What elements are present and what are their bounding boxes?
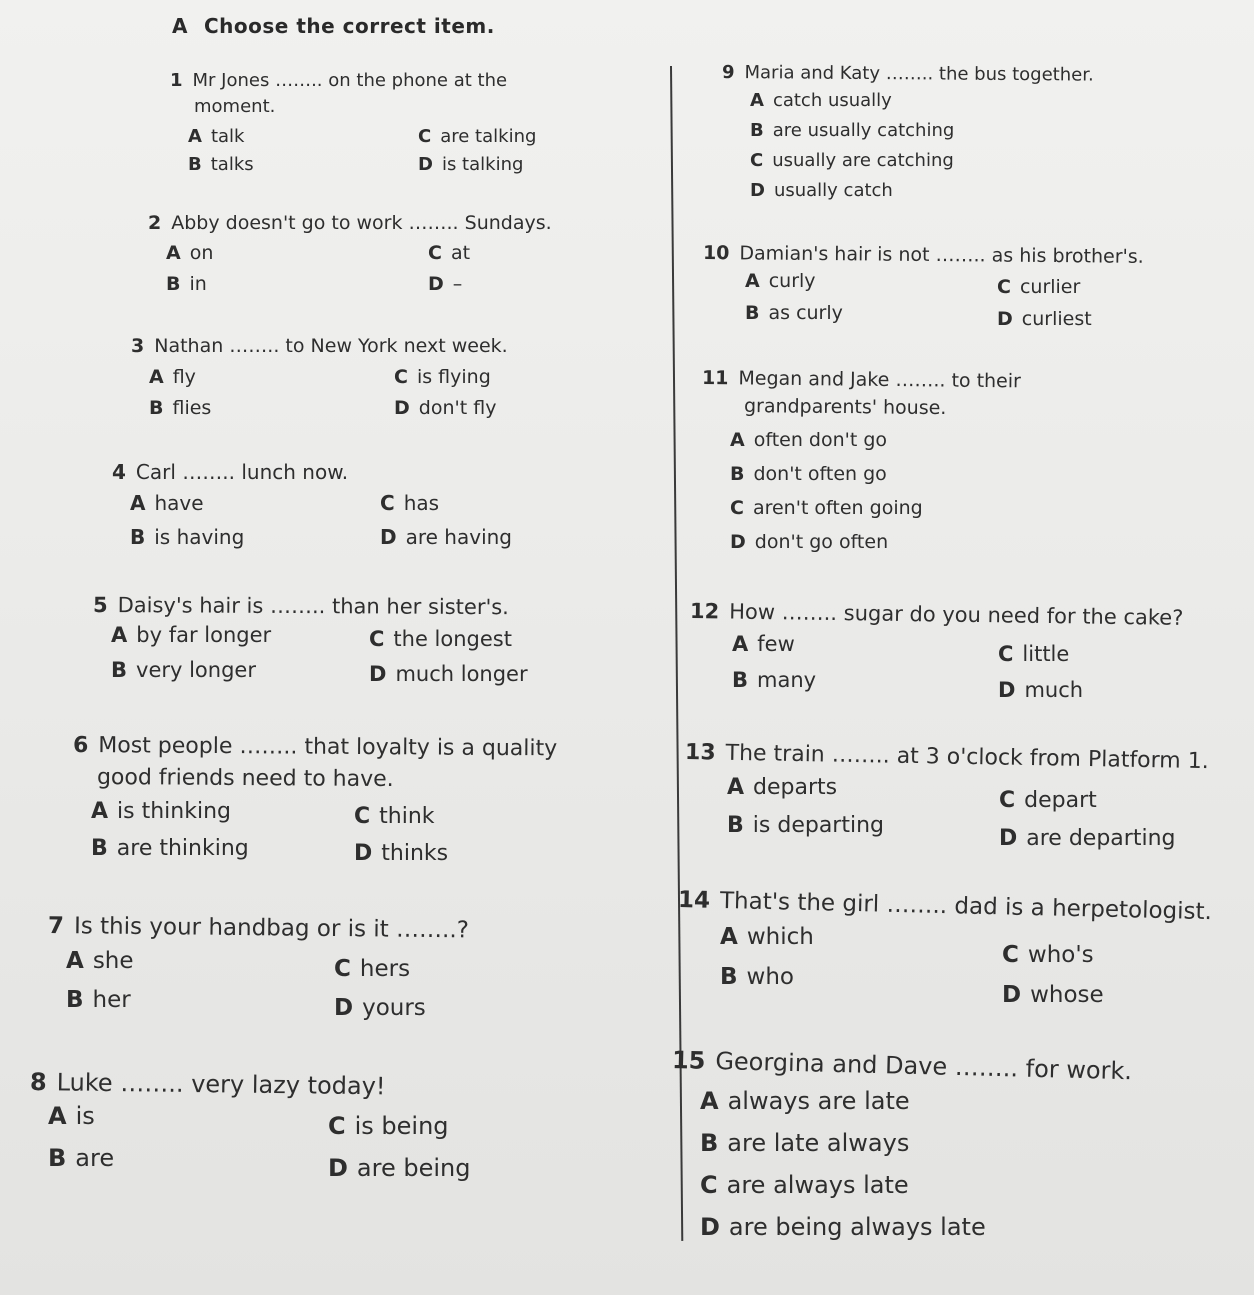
option-text: think bbox=[379, 804, 435, 829]
option-a[interactable] bbox=[730, 429, 887, 451]
question-text: Daisy's hair is …….. than her sister's. bbox=[117, 593, 509, 620]
option-letter: C bbox=[750, 150, 764, 171]
option-d[interactable] bbox=[380, 525, 512, 549]
option-text: who's bbox=[1027, 942, 1094, 968]
question-text: Damian's hair is not …….. as his brother's. bbox=[739, 242, 1144, 268]
option-b[interactable] bbox=[149, 397, 211, 419]
option-text: are late always bbox=[727, 1129, 910, 1157]
question-number: 10 bbox=[702, 242, 730, 265]
question-stem bbox=[93, 590, 509, 623]
option-letter: C bbox=[999, 788, 1016, 813]
option-letter: D bbox=[750, 180, 765, 201]
option-letter: D bbox=[369, 662, 387, 686]
option-c[interactable] bbox=[380, 491, 439, 515]
question-number: 4 bbox=[112, 460, 126, 484]
section-letter: A bbox=[172, 14, 188, 38]
option-text: are bbox=[75, 1144, 115, 1172]
option-text: by far longer bbox=[136, 623, 272, 647]
option-b[interactable] bbox=[732, 668, 816, 692]
option-text: at bbox=[450, 242, 471, 264]
question-stem bbox=[690, 596, 1184, 633]
option-text: often don't go bbox=[753, 429, 888, 451]
option-letter: B bbox=[48, 1144, 67, 1172]
option-letter: A bbox=[727, 775, 745, 800]
question-14 bbox=[677, 884, 1213, 1008]
question-text: How …….. sugar do you need for the cake? bbox=[729, 599, 1184, 630]
option-text: flies bbox=[172, 397, 212, 419]
option-d[interactable] bbox=[428, 273, 462, 295]
option-letter: D bbox=[998, 678, 1016, 702]
option-letter: A bbox=[130, 491, 146, 515]
option-a[interactable] bbox=[48, 1102, 95, 1130]
option-letter: B bbox=[130, 525, 146, 549]
option-text: are thinking bbox=[116, 836, 249, 861]
option-letter: C bbox=[380, 491, 395, 515]
option-text: has bbox=[403, 491, 440, 515]
option-text: catch usually bbox=[772, 90, 892, 111]
option-text: little bbox=[1022, 642, 1070, 666]
option-a[interactable] bbox=[188, 126, 244, 147]
option-text: is flying bbox=[416, 366, 491, 388]
option-text: are departing bbox=[1026, 826, 1176, 851]
option-a[interactable] bbox=[720, 924, 814, 950]
option-letter: C bbox=[1002, 942, 1019, 968]
question-number: 7 bbox=[47, 913, 65, 940]
option-text: – bbox=[452, 273, 463, 295]
option-d[interactable] bbox=[700, 1213, 986, 1241]
option-text: which bbox=[746, 924, 814, 950]
question-stem bbox=[131, 333, 508, 361]
option-a[interactable] bbox=[111, 623, 271, 647]
option-b[interactable] bbox=[166, 273, 207, 295]
option-letter: B bbox=[700, 1129, 719, 1157]
option-letter: A bbox=[166, 242, 181, 264]
option-letter: C bbox=[700, 1171, 718, 1199]
question-stem bbox=[170, 68, 507, 94]
option-a[interactable] bbox=[130, 491, 204, 515]
question-number: 8 bbox=[29, 1068, 47, 1097]
question-text: Mr Jones …….. on the phone at the bbox=[192, 70, 508, 91]
question-13 bbox=[684, 737, 1209, 851]
option-text: fly bbox=[172, 366, 196, 388]
option-letter: B bbox=[66, 987, 84, 1013]
option-letter: B bbox=[111, 658, 128, 682]
option-text: usually are catching bbox=[772, 150, 954, 171]
question-4 bbox=[112, 458, 513, 549]
option-letter: D bbox=[354, 841, 373, 866]
option-letter: D bbox=[730, 531, 746, 553]
option-b[interactable] bbox=[745, 302, 843, 324]
option-d[interactable] bbox=[394, 397, 496, 419]
option-text: she bbox=[92, 948, 134, 974]
option-text: yours bbox=[362, 995, 426, 1021]
option-c[interactable] bbox=[730, 497, 923, 519]
question-text: Abby doesn't go to work …….. Sundays. bbox=[171, 212, 552, 234]
option-c[interactable] bbox=[700, 1171, 909, 1199]
option-letter: B bbox=[750, 120, 764, 141]
option-letter: D bbox=[328, 1154, 348, 1182]
option-letter: B bbox=[732, 668, 749, 692]
option-b[interactable] bbox=[130, 525, 244, 549]
question-12 bbox=[689, 596, 1184, 702]
question-stem bbox=[703, 240, 1144, 271]
option-letter: D bbox=[394, 397, 410, 419]
option-letter: D bbox=[334, 995, 354, 1021]
option-b[interactable] bbox=[730, 463, 887, 485]
option-letter: C bbox=[998, 642, 1014, 666]
option-d[interactable] bbox=[354, 841, 448, 866]
option-b[interactable] bbox=[727, 813, 884, 838]
option-b[interactable] bbox=[66, 987, 131, 1013]
option-letter: B bbox=[727, 813, 744, 838]
option-letter: D bbox=[700, 1213, 720, 1241]
question-number: 1 bbox=[170, 70, 183, 91]
option-letter: B bbox=[188, 154, 202, 175]
question-7 bbox=[47, 910, 470, 1021]
question-number: 15 bbox=[671, 1046, 706, 1075]
question-stem bbox=[722, 60, 1094, 89]
question-number: 13 bbox=[684, 740, 716, 766]
question-stem bbox=[148, 210, 552, 238]
question-1 bbox=[170, 68, 537, 175]
option-text: much bbox=[1024, 678, 1084, 702]
option-b[interactable] bbox=[720, 964, 794, 990]
option-letter: C bbox=[354, 804, 371, 829]
option-text: don't often go bbox=[753, 463, 887, 485]
option-d[interactable] bbox=[750, 180, 893, 201]
option-c[interactable] bbox=[998, 642, 1069, 666]
question-text: That's the girl …….. dad is a herpetologist. bbox=[719, 887, 1213, 926]
option-a[interactable] bbox=[149, 366, 196, 388]
option-letter: B bbox=[91, 836, 108, 861]
option-letter: C bbox=[328, 1112, 346, 1140]
option-text: are talking bbox=[440, 126, 537, 147]
question-text-continued: moment. bbox=[194, 96, 276, 118]
option-d[interactable] bbox=[328, 1154, 470, 1182]
option-c[interactable] bbox=[997, 276, 1080, 298]
option-b[interactable] bbox=[700, 1129, 909, 1157]
question-text: The train …….. at 3 o'clock from Platform 1. bbox=[725, 740, 1209, 775]
option-letter: A bbox=[700, 1087, 719, 1115]
option-letter: A bbox=[750, 90, 764, 111]
question-text: Luke …….. very lazy today! bbox=[56, 1068, 386, 1101]
option-letter: C bbox=[997, 276, 1011, 298]
question-stem bbox=[685, 737, 1209, 778]
question-stem bbox=[678, 884, 1213, 929]
option-letter: A bbox=[48, 1102, 67, 1130]
option-text: hers bbox=[359, 956, 411, 982]
option-text: is bbox=[75, 1102, 95, 1130]
option-text: depart bbox=[1024, 788, 1097, 813]
option-letter: A bbox=[730, 429, 745, 451]
question-number: 9 bbox=[721, 62, 735, 84]
option-text: curly bbox=[768, 270, 816, 292]
option-d[interactable] bbox=[999, 826, 1175, 851]
question-number: 5 bbox=[92, 593, 108, 618]
question-10 bbox=[702, 240, 1144, 330]
option-a[interactable] bbox=[66, 948, 134, 974]
option-letter: B bbox=[730, 463, 745, 485]
option-a[interactable] bbox=[745, 270, 816, 292]
question-9 bbox=[721, 60, 1094, 201]
section-instruction: Choose the correct item. bbox=[203, 14, 495, 38]
question-3 bbox=[131, 333, 508, 419]
option-letter: B bbox=[149, 397, 164, 419]
question-text: Is this your handbag or is it ……..? bbox=[73, 913, 470, 944]
option-d[interactable] bbox=[334, 995, 426, 1021]
option-text: in bbox=[189, 273, 207, 295]
option-letter: C bbox=[730, 497, 744, 519]
option-letter: C bbox=[394, 366, 408, 388]
option-letter: C bbox=[428, 242, 442, 264]
option-text: is having bbox=[154, 525, 245, 549]
option-d[interactable] bbox=[1002, 982, 1104, 1008]
option-d[interactable] bbox=[369, 662, 528, 686]
option-text: talks bbox=[210, 154, 254, 175]
option-letter: D bbox=[997, 308, 1013, 330]
question-text: Carl …….. lunch now. bbox=[135, 460, 349, 484]
option-text: don't fly bbox=[418, 397, 497, 419]
option-text: as curly bbox=[768, 302, 843, 324]
option-b[interactable] bbox=[750, 120, 954, 141]
option-text: who bbox=[746, 964, 794, 990]
option-letter: A bbox=[149, 366, 164, 388]
option-c[interactable] bbox=[999, 788, 1097, 813]
question-8 bbox=[29, 1065, 471, 1182]
option-text: talk bbox=[210, 126, 245, 147]
question-number: 3 bbox=[131, 335, 145, 357]
option-letter: A bbox=[111, 623, 128, 647]
question-2 bbox=[148, 210, 552, 295]
option-c[interactable] bbox=[354, 804, 435, 829]
question-number: 12 bbox=[689, 599, 720, 624]
question-text-continued: grandparents' house. bbox=[743, 394, 947, 419]
question-15 bbox=[671, 1043, 1133, 1241]
option-letter: B bbox=[720, 964, 738, 990]
question-5 bbox=[92, 590, 528, 686]
option-text: on bbox=[189, 242, 214, 264]
option-letter: A bbox=[66, 948, 84, 974]
option-letter: A bbox=[720, 924, 738, 950]
option-d[interactable] bbox=[998, 678, 1083, 702]
option-text: are always late bbox=[726, 1171, 909, 1199]
option-letter: D bbox=[418, 154, 433, 175]
question-6 bbox=[72, 730, 558, 866]
option-c[interactable] bbox=[334, 956, 410, 982]
section-title bbox=[172, 14, 495, 38]
option-letter: D bbox=[428, 273, 444, 295]
option-text: curlier bbox=[1019, 276, 1081, 298]
option-a[interactable] bbox=[700, 1087, 910, 1115]
option-letter: C bbox=[418, 126, 432, 147]
option-text: always are late bbox=[727, 1087, 910, 1115]
question-text: Maria and Katy …….. the bus together. bbox=[744, 62, 1094, 86]
question-stem bbox=[73, 730, 557, 765]
option-c[interactable] bbox=[369, 627, 512, 651]
option-text: the longest bbox=[393, 627, 512, 651]
option-c[interactable] bbox=[1002, 942, 1094, 968]
option-text: have bbox=[154, 491, 204, 515]
option-letter: C bbox=[334, 956, 351, 982]
option-text: many bbox=[757, 668, 817, 692]
option-c[interactable] bbox=[328, 1112, 449, 1140]
option-text: is thinking bbox=[117, 799, 231, 824]
option-text: her bbox=[92, 987, 131, 1013]
option-d[interactable] bbox=[418, 154, 523, 175]
question-stem bbox=[672, 1043, 1133, 1089]
question-text: Megan and Jake …….. to their bbox=[738, 367, 1022, 393]
option-text: is departing bbox=[752, 813, 884, 838]
option-text: are having bbox=[405, 525, 513, 549]
option-text: are being always late bbox=[728, 1213, 986, 1241]
option-letter: A bbox=[188, 126, 202, 147]
option-c[interactable] bbox=[418, 126, 536, 147]
option-text: very longer bbox=[136, 658, 256, 682]
question-number: 11 bbox=[701, 367, 729, 390]
option-text: is talking bbox=[441, 154, 524, 175]
option-letter: A bbox=[91, 799, 109, 824]
question-text: Georgina and Dave …….. for work. bbox=[715, 1047, 1133, 1086]
option-c[interactable] bbox=[394, 366, 491, 388]
option-c[interactable] bbox=[750, 150, 954, 171]
option-text: don't go often bbox=[754, 531, 889, 553]
option-letter: D bbox=[1002, 982, 1022, 1008]
option-a[interactable] bbox=[732, 632, 795, 656]
option-text: are being bbox=[356, 1154, 471, 1182]
option-letter: D bbox=[999, 826, 1018, 851]
option-d[interactable] bbox=[730, 531, 888, 553]
option-d[interactable] bbox=[997, 308, 1092, 330]
option-text: usually catch bbox=[773, 180, 893, 201]
option-letter: B bbox=[166, 273, 181, 295]
option-letter: B bbox=[745, 302, 760, 324]
question-stem bbox=[30, 1065, 386, 1104]
question-text-continued: good friends need to have. bbox=[96, 764, 394, 792]
option-a[interactable] bbox=[166, 242, 213, 264]
option-b[interactable] bbox=[188, 154, 254, 175]
option-b[interactable] bbox=[48, 1144, 114, 1172]
option-c[interactable] bbox=[428, 242, 470, 264]
question-number: 14 bbox=[677, 887, 711, 914]
option-text: is being bbox=[354, 1112, 449, 1140]
option-b[interactable] bbox=[91, 836, 249, 861]
option-text: are usually catching bbox=[772, 120, 955, 141]
option-text: whose bbox=[1030, 982, 1104, 1008]
option-text: few bbox=[757, 632, 795, 656]
question-number: 6 bbox=[72, 733, 89, 759]
option-text: thinks bbox=[381, 841, 449, 866]
option-b[interactable] bbox=[111, 658, 256, 682]
question-stem bbox=[112, 458, 348, 487]
option-a[interactable] bbox=[750, 90, 892, 111]
option-text: curliest bbox=[1021, 308, 1092, 330]
question-stem bbox=[702, 365, 1021, 396]
question-text: Nathan …….. to New York next week. bbox=[154, 335, 508, 357]
option-letter: A bbox=[745, 270, 760, 292]
option-text: aren't often going bbox=[752, 497, 923, 519]
question-11 bbox=[701, 365, 1022, 553]
option-letter: A bbox=[732, 632, 749, 656]
option-a[interactable] bbox=[727, 775, 837, 800]
option-letter: D bbox=[380, 525, 397, 549]
question-stem bbox=[48, 910, 469, 948]
option-a[interactable] bbox=[91, 799, 231, 824]
option-letter: C bbox=[369, 627, 385, 651]
question-number: 2 bbox=[148, 212, 162, 234]
question-text: Most people …….. that loyalty is a quality bbox=[98, 733, 558, 762]
option-text: much longer bbox=[395, 662, 528, 686]
option-text: departs bbox=[753, 775, 838, 800]
